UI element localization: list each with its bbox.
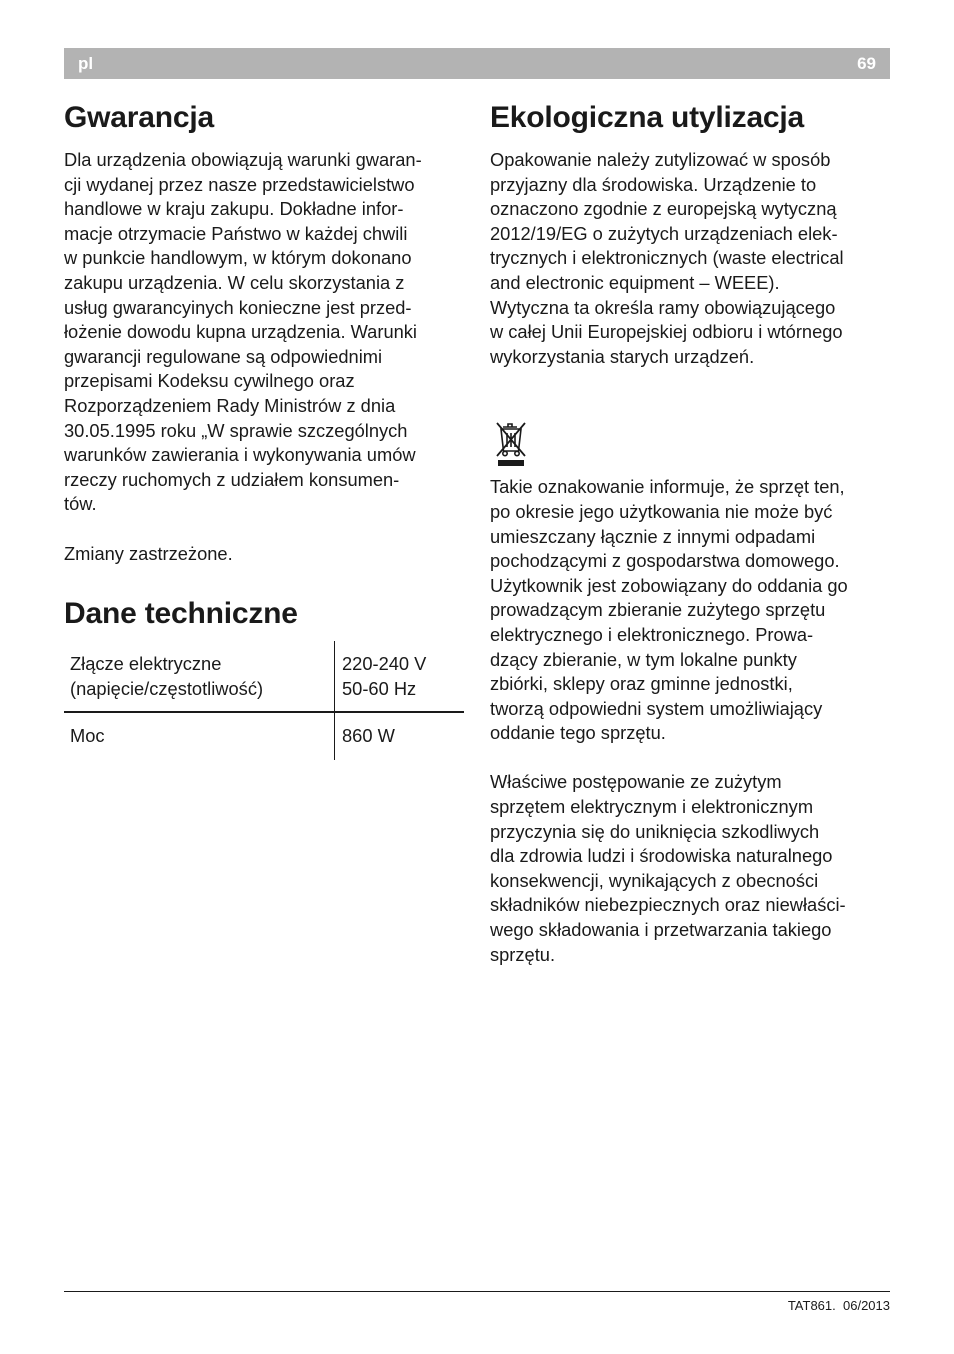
warranty-paragraph: Dla urządzenia obowiązują warunki gwaran- cji wydanej przez nasze przedstawicielstwo handlowe w kraju zakupu. Dokładne infor- macje otrzymacie Państwo w każdej chwili w punkcie handlowym, w którym dokonano zakupu urządzenia. W celu skorzystania z usług gwarancyinych konieczne jest przed- łożenie dowodu kupna urządzenia. Warunki gwarancji regulowane są odpowiednimi przepisami Kodeksu cywilnego oraz Rozporządzeniem Rady Ministrów z dnia 30.05.1995 roku „W sprawie szczególnych warunków zawierania i wykonywania umów rzeczy ruchomych z udziałem konsumen- tów. xyxy=(64,149,422,515)
spec-value: 220-240 V 50-60 Hz xyxy=(335,641,465,712)
crossed-out-wheelie-bin-icon xyxy=(494,419,528,469)
marking-paragraph: Takie oznakowanie informuje, że sprzęt ten, po okresie jego użytkowania nie może być umieszczany łącznie z innymi odpadami pochodzącymi z gospodarstwa domowego. Użytkownik jest zobowiązany do oddania go prowadzącym zbieranie zużytego sprzętu elektrycznego i elektronicznego. Prowa- dzący zbieranie, w tym lokalne punkty zbiórki, sklepy oraz gminne jednostki, tworzą odpowiedni system umożliwiający oddanie tego sprzętu. xyxy=(490,476,848,744)
page-header-bar xyxy=(64,48,890,79)
footer-divider xyxy=(64,1291,890,1292)
table-row xyxy=(64,712,464,760)
tech-data-table xyxy=(64,641,464,760)
left-column xyxy=(64,98,466,760)
warranty-heading: Gwarancja xyxy=(64,101,214,134)
spec-value: 860 W xyxy=(335,712,465,760)
table-row xyxy=(64,641,464,712)
changes-note: Zmiany zastrzeżone. xyxy=(64,542,233,564)
tech-data-heading: Dane techniczne xyxy=(64,597,298,631)
publication-date: 06/2013 xyxy=(843,1298,890,1313)
model-number: TAT861. xyxy=(787,1298,836,1313)
right-column xyxy=(490,98,892,967)
language-code: pl xyxy=(78,54,94,73)
eco-disposal-heading: Ekologiczna utylizacja xyxy=(490,101,805,134)
spec-key: Moc xyxy=(70,725,105,747)
page-number: 69 xyxy=(857,54,876,73)
footer-info xyxy=(788,1298,890,1313)
proper-handling-paragraph: Właściwe postępowanie ze zużytym sprzętem elektrycznym i elektronicznym przyczynia się do uniknięcia szkodliwych dla zdrowia ludzi i środowiska naturalnego konsekwencji, wynikających z obecności składników niebezpiecznych oraz niewłaści- wego składowania i przetwarzania takiego sprzętu. xyxy=(490,771,846,965)
eco-paragraph: Opakowanie należy zutylizować w sposób przyjazny dla środowiska. Urządzenie to oznaczono zgodnie z europejską wytyczną 2012/19/EG o zużytych urządzeniach elek- trycznych i elektronicznych (waste electrical and electronic equipment – WEEE). Wytyczna ta określa ramy obowiązującego w całej Unii Europejskiej odbioru i wtórnego wykorzystania starych urządzeń. xyxy=(490,149,844,367)
spec-key: Złącze elektryczne (napięcie/częstotliwość) xyxy=(64,641,335,712)
